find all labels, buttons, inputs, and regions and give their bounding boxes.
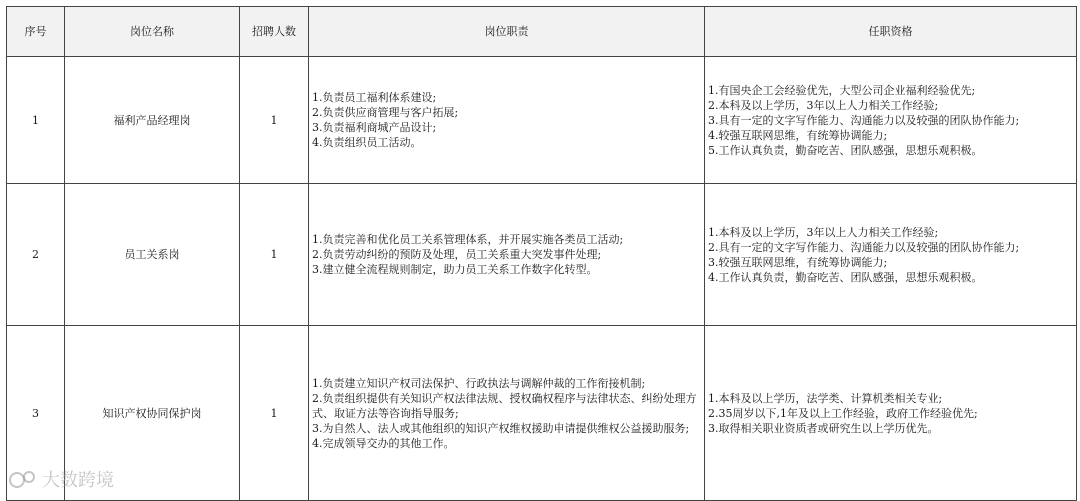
watermark-logo-icon (8, 468, 38, 490)
row-duties (309, 326, 705, 501)
duty-item: 1.负责建立知识产权司法保护、行政执法与调解仲裁的工作衔接机制; (312, 376, 646, 390)
duty-item: 4.负责组织员工活动。 (312, 136, 422, 149)
row-duties (309, 184, 705, 326)
requirement-item: 1.本科及以上学历，法学类、计算机类相关专业; (708, 391, 943, 405)
job-table (6, 6, 1077, 501)
header-headcount: 招聘人数 (240, 7, 309, 57)
row-position: 员工关系岗 (65, 184, 240, 326)
requirement-item: 1.本科及以上学历，3年以上人力相关工作经验; (708, 225, 939, 239)
duty-item: 1.负责完善和优化员工关系管理体系，并开展实施各类员工活动; (312, 233, 624, 246)
row-duties (309, 57, 705, 184)
requirement-item: 3.具有一定的文字写作能力、沟通能力以及较强的团队协作能力; (708, 113, 1020, 127)
row-index: 2 (7, 184, 65, 326)
row-headcount: 1 (240, 57, 309, 184)
table-row (7, 184, 1077, 326)
row-requirements (705, 57, 1077, 184)
requirement-item: 4.工作认真负责，勤奋吃苦、团队感强，思想乐观积极。 (708, 270, 983, 284)
header-duties: 岗位职责 (309, 7, 705, 57)
header-requirements: 任职资格 (705, 7, 1077, 57)
duty-item: 3.负责福利商城产品设计; (312, 121, 437, 134)
requirement-item: 3.较强互联网思维，有统筹协调能力; (708, 255, 888, 269)
row-headcount: 1 (240, 184, 309, 326)
requirement-item: 3.取得相关职业资质者或研究生以上学历优先。 (708, 421, 939, 435)
duty-item: 3.为自然人、法人或其他组织的知识产权维权援助申请提供维权公益援助服务; (312, 421, 690, 435)
duty-item: 3.建立健全流程规则制定，助力员工关系工作数字化转型。 (312, 263, 598, 276)
header-index: 序号 (7, 7, 65, 57)
watermark (8, 466, 114, 492)
row-position: 福利产品经理岗 (65, 57, 240, 184)
requirement-item: 2.本科及以上学历，3年以上人力相关工作经验; (708, 98, 939, 112)
header-position: 岗位名称 (65, 7, 240, 57)
table-row (7, 326, 1077, 501)
duty-item: 4.完成领导交办的其他工作。 (312, 436, 455, 450)
row-index: 3 (7, 326, 65, 501)
duty-item: 1.负责员工福利体系建设; (312, 91, 437, 104)
duty-item: 2.负责组织提供有关知识产权法律法规、授权确权程序与法律状态、纠纷处理方式、取证方法等咨询指导服务; (312, 391, 697, 420)
row-requirements (705, 326, 1077, 501)
table-row (7, 57, 1077, 184)
row-position: 知识产权协同保护岗 (65, 326, 240, 501)
duty-item: 2.负责劳动纠纷的预防及处理，员工关系重大突发事件处理; (312, 248, 602, 261)
row-requirements (705, 184, 1077, 326)
requirement-item: 4.较强互联网思维，有统筹协调能力; (708, 128, 888, 142)
requirement-item: 2.35周岁以下,1年及以上工作经验，政府工作经验优先; (708, 406, 978, 420)
row-index: 1 (7, 57, 65, 184)
watermark-text: 大数跨境 (42, 470, 114, 491)
header-row (7, 7, 1077, 57)
requirement-item: 1.有国央企工会经验优先，大型公司企业福利经验优先; (708, 83, 976, 97)
requirement-item: 5.工作认真负责，勤奋吃苦、团队感强，思想乐观积极。 (708, 143, 983, 157)
duty-item: 2.负责供应商管理与客户拓展; (312, 106, 459, 119)
row-headcount: 1 (240, 326, 309, 501)
requirement-item: 2.具有一定的文字写作能力、沟通能力以及较强的团队协作能力; (708, 240, 1020, 254)
